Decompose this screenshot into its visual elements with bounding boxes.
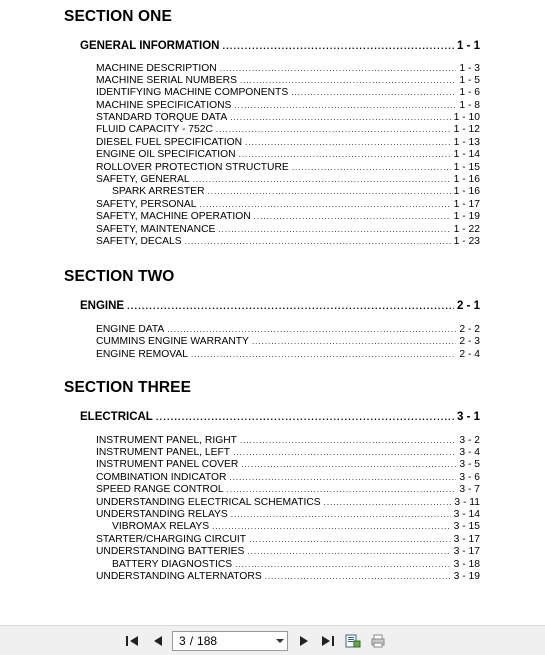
toc-entry-label: COMBINATION INDICATOR bbox=[96, 472, 227, 483]
toc-major-page: 1 - 1 bbox=[456, 40, 480, 52]
toc-entry-label: IDENTIFYING MACHINE COMPONENTS bbox=[96, 87, 289, 98]
toc-entry[interactable] bbox=[96, 497, 480, 509]
toc-entry-page: 1 - 15 bbox=[453, 162, 480, 173]
dot-leader bbox=[212, 521, 451, 533]
dot-leader bbox=[240, 75, 456, 87]
toc-entry[interactable] bbox=[96, 162, 480, 174]
print-button[interactable] bbox=[370, 633, 386, 649]
dot-leader bbox=[193, 174, 451, 186]
toc-entry-label: FLUID CAPACITY - 752C bbox=[96, 124, 213, 135]
dot-leader bbox=[191, 349, 456, 361]
toc-entry-page: 1 - 13 bbox=[453, 137, 480, 148]
toc-entry-page: 1 - 12 bbox=[453, 124, 480, 135]
dot-leader bbox=[230, 112, 450, 124]
toc-entry-label: SAFETY, PERSONAL bbox=[96, 199, 197, 210]
toc-entry-page: 1 - 14 bbox=[453, 149, 480, 160]
toc-subentry[interactable] bbox=[112, 521, 480, 533]
dot-leader bbox=[216, 124, 451, 136]
toc-entry[interactable] bbox=[96, 484, 480, 496]
page-number-field[interactable] bbox=[172, 631, 288, 651]
dot-leader bbox=[167, 324, 456, 336]
toc-entry-page: 1 - 6 bbox=[459, 87, 480, 98]
dot-leader bbox=[292, 162, 451, 174]
toc-entry[interactable] bbox=[96, 336, 480, 348]
toc-entry-label: MACHINE SERIAL NUMBERS bbox=[96, 75, 237, 86]
view-mode-button[interactable] bbox=[345, 633, 361, 649]
toc-major-entry[interactable] bbox=[80, 411, 480, 423]
toc-entry-label: UNDERSTANDING BATTERIES bbox=[96, 546, 245, 557]
toc-entry-page: 1 - 23 bbox=[453, 236, 480, 247]
page-dropdown-arrow[interactable] bbox=[276, 632, 284, 650]
toc-entry-page: 1 - 10 bbox=[453, 112, 480, 123]
dot-leader bbox=[324, 497, 452, 509]
toc-entry-page: 1 - 8 bbox=[459, 100, 480, 111]
dot-leader bbox=[227, 484, 457, 496]
dot-leader bbox=[254, 211, 451, 223]
toc-entry-page: 3 - 11 bbox=[454, 497, 480, 508]
toc-entry[interactable] bbox=[96, 435, 480, 447]
dot-leader bbox=[249, 534, 451, 546]
toc-entry[interactable] bbox=[96, 236, 480, 248]
print-icon bbox=[370, 633, 386, 649]
toc-entry-label: INSTRUMENT PANEL, RIGHT bbox=[96, 435, 237, 446]
dot-leader bbox=[231, 509, 451, 521]
toc-entry[interactable] bbox=[96, 534, 480, 546]
toc-entry[interactable] bbox=[96, 571, 480, 583]
toc-entry-label: BATTERY DIAGNOSTICS bbox=[112, 559, 233, 570]
toc-entry-label: CUMMINS ENGINE WARRANTY bbox=[96, 336, 249, 347]
toc-entry[interactable] bbox=[96, 211, 480, 223]
toc-entry-page: 3 - 19 bbox=[453, 571, 480, 582]
dot-leader bbox=[235, 559, 451, 571]
viewer-toolbar bbox=[0, 625, 545, 655]
toc-entry[interactable] bbox=[96, 324, 480, 336]
first-page-icon bbox=[124, 633, 140, 649]
total-pages: 188 bbox=[197, 634, 218, 648]
page-separator: / bbox=[189, 634, 194, 648]
toc-entry-page: 1 - 3 bbox=[459, 63, 480, 74]
dot-leader bbox=[229, 472, 456, 484]
toc-entry-page: 3 - 17 bbox=[453, 546, 480, 557]
dot-leader bbox=[127, 301, 454, 311]
toc-entry-label: MACHINE SPECIFICATIONS bbox=[96, 100, 232, 111]
toc-entry-label: ROLLOVER PROTECTION STRUCTURE bbox=[96, 162, 289, 173]
dot-leader bbox=[245, 137, 451, 149]
toc-entry-page: 3 - 14 bbox=[453, 509, 480, 520]
toc-subentry[interactable] bbox=[112, 186, 480, 198]
previous-page-button[interactable] bbox=[150, 633, 166, 649]
toc-entry[interactable] bbox=[96, 447, 480, 459]
dot-leader bbox=[240, 435, 456, 447]
dot-leader bbox=[239, 149, 451, 161]
toc-entry-page: 2 - 2 bbox=[459, 324, 480, 335]
dot-leader bbox=[252, 336, 456, 348]
toc-entry-page: 3 - 5 bbox=[459, 459, 480, 470]
toc-entry-label: MACHINE DESCRIPTION bbox=[96, 63, 217, 74]
toc-major-page: 2 - 1 bbox=[456, 300, 480, 312]
toc-entry[interactable] bbox=[96, 75, 480, 87]
last-page-button[interactable] bbox=[320, 633, 336, 649]
toc-entry-page: 3 - 18 bbox=[453, 559, 480, 570]
toc-entry-label: STARTER/CHARGING CIRCUIT bbox=[96, 534, 247, 545]
section-title: SECTION ONE bbox=[64, 8, 172, 25]
dot-leader bbox=[223, 41, 454, 51]
toc-entry-label: UNDERSTANDING RELAYS bbox=[96, 509, 228, 520]
toc-entry-label: INSTRUMENT PANEL COVER bbox=[96, 459, 239, 470]
dot-leader bbox=[241, 459, 456, 471]
toc-entry-page: 3 - 17 bbox=[453, 534, 480, 545]
toc-entry-label: VIBROMAX RELAYS bbox=[112, 521, 210, 532]
toc-entry[interactable] bbox=[96, 459, 480, 471]
toc-entry-label: DIESEL FUEL SPECIFICATION bbox=[96, 137, 243, 148]
dot-leader bbox=[208, 186, 451, 198]
dot-leader bbox=[233, 447, 456, 459]
dot-leader bbox=[220, 63, 457, 75]
dot-leader bbox=[218, 224, 450, 236]
toc-entry-label: UNDERSTANDING ELECTRICAL SCHEMATICS bbox=[96, 497, 321, 508]
toc-entry[interactable] bbox=[96, 100, 480, 112]
toc-entry-label: INSTRUMENT PANEL, LEFT bbox=[96, 447, 231, 458]
dot-leader bbox=[185, 236, 451, 248]
toc-entry[interactable] bbox=[96, 149, 480, 161]
toc-entry-page: 3 - 7 bbox=[459, 484, 480, 495]
toc-entry-label: ENGINE DATA bbox=[96, 324, 165, 335]
dot-leader bbox=[291, 87, 456, 99]
toc-major-label: ENGINE bbox=[80, 300, 125, 312]
toc-entry-label: SAFETY, MACHINE OPERATION bbox=[96, 211, 251, 222]
toc-entry[interactable] bbox=[96, 224, 480, 236]
toc-entry-page: 1 - 16 bbox=[453, 174, 480, 185]
previous-page-icon bbox=[150, 633, 166, 649]
toc-major-entry[interactable] bbox=[80, 300, 480, 312]
dot-leader bbox=[265, 571, 451, 583]
toc-entry-label: SAFETY, GENERAL bbox=[96, 174, 190, 185]
toc-entry[interactable] bbox=[96, 199, 480, 211]
toc-entry-label: ENGINE REMOVAL bbox=[96, 349, 188, 360]
toc-entry[interactable] bbox=[96, 174, 480, 186]
toc-entry-page: 3 - 4 bbox=[459, 447, 480, 458]
toc-entry-label: ENGINE OIL SPECIFICATION bbox=[96, 149, 236, 160]
toc-entry-page: 3 - 6 bbox=[459, 472, 480, 483]
toc-entry-page: 3 - 15 bbox=[453, 521, 480, 532]
view-mode-icon bbox=[345, 633, 361, 649]
dot-leader bbox=[247, 546, 450, 558]
toc-entry[interactable] bbox=[96, 349, 480, 361]
toc-major-label: ELECTRICAL bbox=[80, 411, 153, 423]
toc-entry-page: 1 - 22 bbox=[453, 224, 480, 235]
toc-entry-page: 3 - 2 bbox=[459, 435, 480, 446]
toc-entry-label: SPEED RANGE CONTROL bbox=[96, 484, 224, 495]
toc-entry-label: STANDARD TORQUE DATA bbox=[96, 112, 228, 123]
toc-entry[interactable] bbox=[96, 472, 480, 484]
toc-subentry[interactable] bbox=[112, 559, 480, 571]
section-title: SECTION THREE bbox=[64, 379, 192, 396]
toc-entry-page: 1 - 16 bbox=[453, 186, 480, 197]
toc-major-label: GENERAL INFORMATION bbox=[80, 40, 220, 52]
toc-major-page: 3 - 1 bbox=[456, 411, 480, 423]
next-page-icon bbox=[296, 633, 312, 649]
toc-entry-page: 2 - 4 bbox=[459, 349, 480, 360]
toc-major-entry[interactable] bbox=[80, 40, 480, 52]
toc-entry-label: SAFETY, MAINTENANCE bbox=[96, 224, 216, 235]
toc-entry[interactable] bbox=[96, 63, 480, 75]
dot-leader bbox=[200, 199, 451, 211]
next-page-button[interactable] bbox=[296, 633, 312, 649]
last-page-icon bbox=[320, 633, 336, 649]
current-page: 3 bbox=[179, 634, 186, 648]
toc-entry[interactable] bbox=[96, 87, 480, 99]
first-page-button[interactable] bbox=[124, 633, 140, 649]
toc-entry-label: UNDERSTANDING ALTERNATORS bbox=[96, 571, 262, 582]
toc-entry[interactable] bbox=[96, 137, 480, 149]
toc-entry-page: 1 - 5 bbox=[459, 75, 480, 86]
dot-leader bbox=[156, 412, 454, 422]
toc-entry-page: 1 - 17 bbox=[453, 199, 480, 210]
toc-entry-page: 1 - 19 bbox=[453, 211, 480, 222]
toc-entry[interactable] bbox=[96, 546, 480, 558]
toc-entry-label: SPARK ARRESTER bbox=[112, 186, 205, 197]
chevron-down-icon bbox=[276, 638, 284, 644]
toc-entry-label: SAFETY, DECALS bbox=[96, 236, 182, 247]
toc-entry[interactable] bbox=[96, 509, 480, 521]
toc-entry[interactable] bbox=[96, 124, 480, 136]
dot-leader bbox=[234, 100, 456, 112]
toc-entry[interactable] bbox=[96, 112, 480, 124]
toc-entry-page: 2 - 3 bbox=[459, 336, 480, 347]
section-title: SECTION TWO bbox=[64, 268, 175, 285]
